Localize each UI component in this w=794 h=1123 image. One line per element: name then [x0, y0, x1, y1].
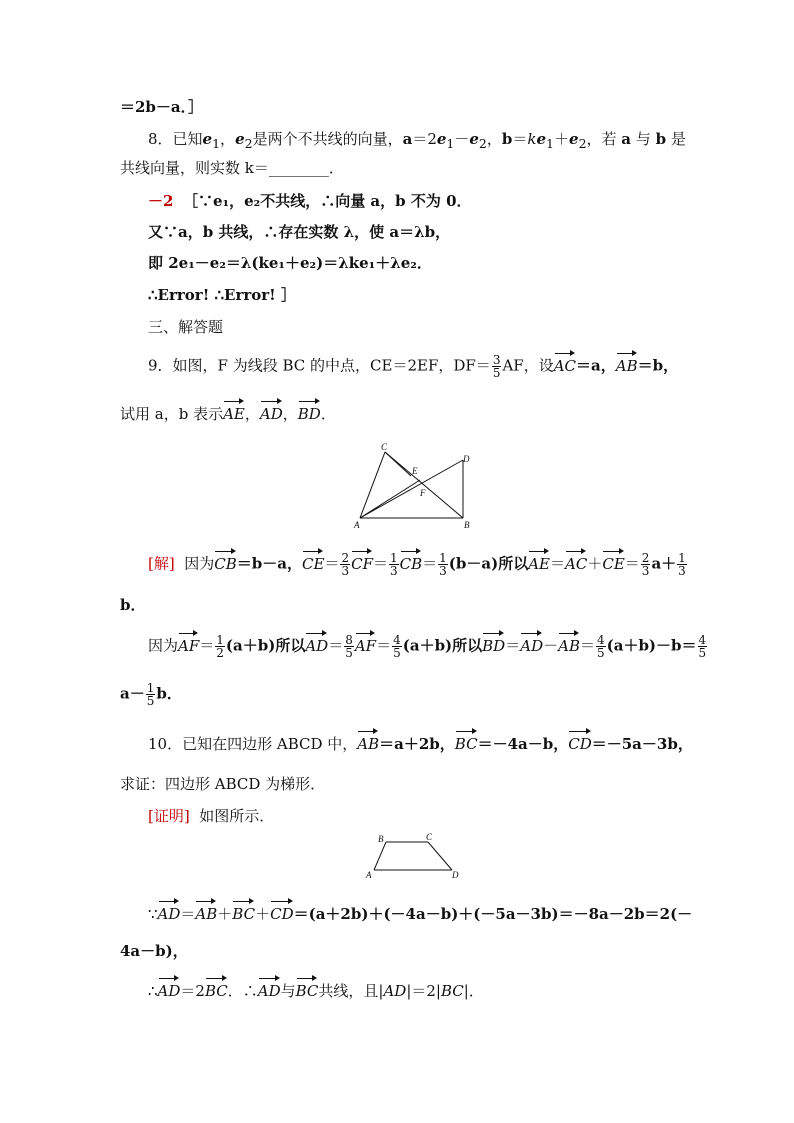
solution-9-line2: b． — [120, 596, 146, 614]
label-B: B — [464, 520, 470, 530]
question-8-line1: 8．已知$e_1$，$e_2$是两个不共线的向量，$a=2e_1-e_2$，$b=ke_1+e_2$，若 a 与 b 是 — [148, 130, 686, 151]
label-A: A — [366, 870, 372, 880]
question-8-line2: 共线向量，则实数 k＝________． — [120, 159, 344, 177]
question-10-line2: 求证：四边形 ABCD 为梯形． — [120, 775, 326, 793]
label-A: A — [354, 520, 360, 530]
question-9-line2: 试用 a，b 表示AE，AD，BD． — [120, 405, 336, 423]
question-9-line1: 9．如图，F 为线段 BC 的中点，CE＝2EF，DF＝ $\frac{3}{5}$ AF，设AC＝a，AB＝b， — [148, 353, 679, 380]
label-C: C — [426, 832, 433, 842]
proof-line1: ∵AD＝AB＋BC＋CD＝(a＋2b)＋(－4a－b)＋(－5a－3b)＝－8a－2b＝2(－ — [148, 905, 693, 923]
proof-line2: 4a－b)， — [120, 942, 188, 960]
answer-8-line4: ∴Error! ∴Error! ］ — [148, 286, 296, 304]
proof-heading: [证明] 如图所示． — [148, 807, 275, 825]
answer-8-line3: 即 2e₁－e₂＝λ(ke₁＋e₂)＝λke₁＋λe₂． — [148, 254, 432, 272]
proof-line3: ∴AD＝2BC．∴AD与BC共线，且|AD|＝2|BC|． — [148, 982, 484, 1000]
line-prev-answer: ＝2b－a．］ — [120, 98, 204, 116]
solution-9-line1: [解] 因为CB＝b－a，CE＝ $\frac{2}{3}$ CF＝ $\frac{1}{3}$ CB＝ $\frac{1}{3}$ (b－a)所以AE＝AC＋CE＝ $\frac{2}{3}$ a＋ $\frac{1}{3}$ — [148, 551, 686, 578]
answer-8-line2: 又∵a，b 共线，∴存在实数 λ，使 a＝λb， — [148, 223, 451, 241]
answer-8-line1: －2 ［∵e₁，e₂不共线，∴向量 a，b 不为 0． — [148, 192, 472, 210]
label-D: D — [452, 870, 459, 880]
label-D: D — [463, 454, 470, 464]
label-C: C — [381, 442, 388, 452]
label-B: B — [378, 834, 384, 844]
figure-triangle — [350, 440, 480, 532]
figure-trapezoid — [362, 828, 472, 884]
solution-9-line3: 因为AF＝ $\frac{1}{2}$ (a＋b)所以AD＝ $\frac{8}{5}$ AF＝ $\frac{4}{5}$ (a＋b)所以BD＝AD－AB＝ $\frac{4}{5}$ (a＋b)－b＝ $\frac{4}{5}$ — [148, 633, 707, 660]
solution-9-line4: a－ $\frac{1}{5}$ b． — [120, 681, 182, 708]
question-10-line1: 10．已知在四边形 ABCD 中，AB＝a＋2b，BC＝－4a－b，CD＝－5a－3b， — [148, 735, 693, 753]
label-E: E — [412, 466, 418, 476]
label-F: F — [420, 488, 426, 498]
section-heading: 三、解答题 — [148, 318, 224, 336]
